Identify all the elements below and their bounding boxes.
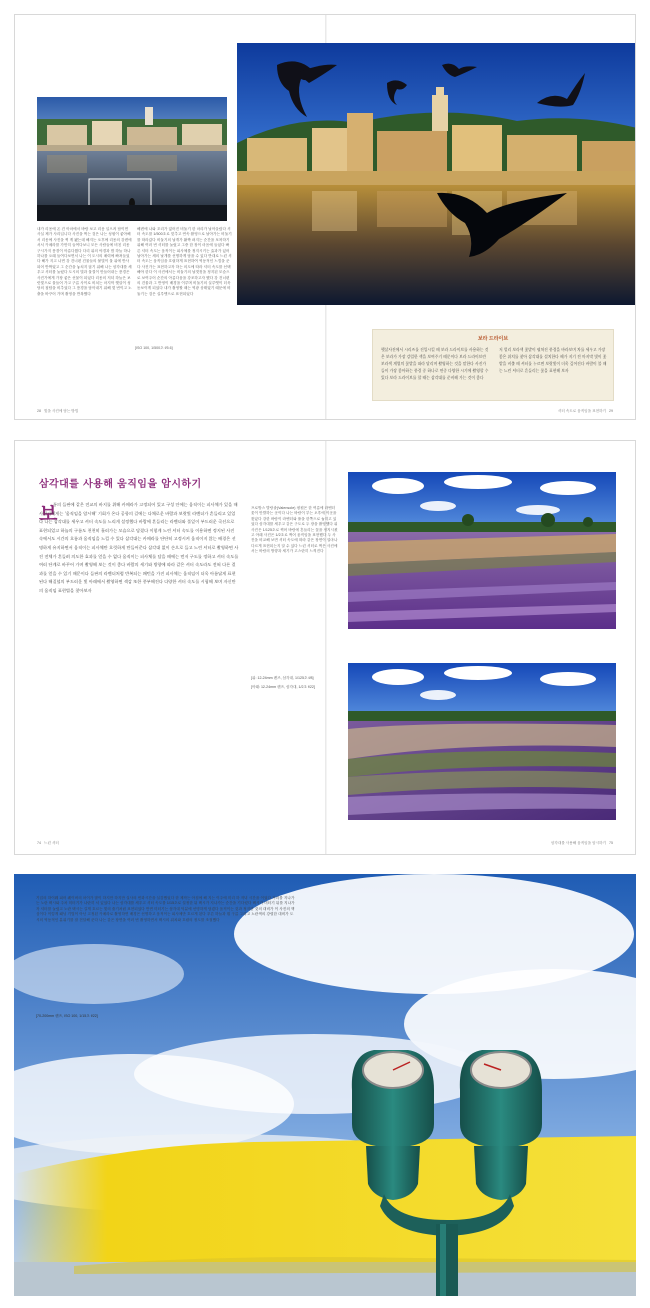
side-text: 프로방스 발랑솔(Valensole) 평원은 한 여름에 라벤더 꽃이 만발하는 곳이다 나는 바람이 부는 오후에 이곳을 찾았다 강한 바람이 라벤더와 풀을 한쪽으로 눕히고 있었다 삼각대를 세우고 같은 구도로 두 장을 촬영했다 위 사진은 1/125초로 찍어 바람에 흔들리는 꽃을 정지시켰고 아래 사진은 1/2초로 찍어 움직임을 표현했다 두 사진을 비교해 보면 셔터 속도에 따라 같은 장면이 얼마나 다르게 표현되는지 알 수 있다 느린 셔터로 찍은 사진에서는 바람의 방향과 세기가 고스란히 느껴진다 (251, 506, 338, 554)
spread-lavender (14, 440, 636, 855)
folio-left-text: 느린 셔터 (44, 841, 59, 845)
lavender-photo-motion (348, 663, 616, 820)
lyon-middle-column-text: 해변에 나와 꼬리가 없어진 비둘기 한 마리가 날아올랐다 셔터 속도를 1/500초로 맞추고 연속 촬영으로 날아가는 비둘기를 따라갔다 비둘기의 날개가 활짝 펴지는 순간을 포착하기 위해 여러 번 셔터를 눌렀고 그중 한 장이 마음에 들었다 빠른 셔터 속도는 움직이는 피사체를 정지시키는 효과가 있어 날아가는 새의 날개를 선명하게 담을 수 있다 반대로 느린 셔터 속도는 움직임을 흐릿하게 표현하여 역동적인 느낌을 준다 사진가는 표현하고자 하는 의도에 따라 셔터 속도를 선택해야 한다 이 사진에서는 비둘기의 날갯짓을 정지된 모습으로 보여주어 순간의 아름다움을 강조하고자 했다 강 건너편의 건물과 그 반영이 배경을 이루며 비둘기의 실루엣이 더욱 돋보이게 되었다 내가 촬영할 때는 역광 상태였기 때문에 비둘기는 검은 실루엣으로 표현되었다 (137, 227, 232, 296)
lyon-photo-caption: [ISO 100, 1/500초 f/5.6] (135, 346, 173, 350)
sidebar-box-column-1: 햇살사진에서 시리즈를 진입시킬 때 보라 드라이브를 사용하는 것은 보라가 가장 강렬한 색을 보여주기 때문이다 보라 드라이브란 보라색 계열의 꽃밭을 따라 달리며 촬영하는 것을 말한다 사진가들이 가장 좋아하는 풍경 중 하나로 연중 다양한 시기에 촬영할 수 있다 보라 드라이브를 할 때는 삼각대를 준비해 가는 것이 좋다 (381, 347, 489, 380)
folio-left (37, 409, 78, 414)
folio-left-number: 28 (37, 409, 41, 413)
side-text-column (251, 506, 339, 555)
lyon-pigeons-photo (237, 43, 636, 305)
overlay-caption: [70-200mm 렌즈, ISO 100, 1/15초 f/22] (36, 1014, 98, 1018)
folio-left-number: 74 (37, 841, 41, 845)
lyon-river-photo-small (37, 97, 227, 221)
folio-right-number: 29 (609, 409, 613, 413)
sidebar-box-title: 보라 드라이브 (477, 336, 509, 342)
sidebar-box (372, 329, 614, 401)
caption-bottom-photo: [아래: 12-24mm 렌즈, 삼각대, 1/2초 f/22] (251, 685, 315, 689)
folio-right (551, 841, 613, 846)
overlay-text-block (36, 896, 296, 923)
body-text: 통의 들판에 같은 전교의 바지를 위해 카메라가 고정되어 있고 구성 안에는 움직이는 피사체가 있을 때 사진가에게는 '움직임을 암시해' 기회가 온다 공항의 길에는 다채로운 바람과 보랏빛 라벤더가 흔들리고 있었다 나는 삼각대를 세우고 셔터 속도를 느리게 설정했다 바람에 흔들리는 라벤더와 풀잎이 부드러운 곡선으로 표현되었고 하늘의 구름도 천천히 흘러가는 모습으로 담겼다 이렇게 느린 셔터 속도를 이용하면 정지된 사진 속에서도 시간의 흐름과 움직임을 느낄 수 있다 삼각대는 카메라를 단단히 고정시켜 움직이지 않는 배경은 선명하게 유지하면서 움직이는 피사체만 흐릿하게 만들어준다 삼각대 없이 손으로 들고 느린 셔터로 촬영하면 사진 전체가 흔들려 의도한 효과를 얻을 수 없다 움직이는 피사체를 담을 때에는 먼저 구도를 정하고 셔터 속도를 여러 단계로 바꾸어 가며 촬영해 보는 것이 좋다 바람의 세기와 방향에 따라 같은 셔터 속도라도 전혀 다른 결과를 얻을 수 있기 때문이다 들판의 라벤더처럼 반복되는 패턴을 가진 피사체는 움직임이 더욱 아름답게 표현된다 해질녘의 부드러운 빛 아래에서 촬영하면 색감 또한 풍부해진다 다양한 셔터 속도를 시험해 보며 자신만의 움직임 표현법을 찾아보자 (39, 502, 239, 593)
folio-right-number: 75 (609, 841, 613, 845)
lavender-photo-sharp (348, 472, 616, 629)
spread-parking-meters (14, 874, 636, 1296)
drop-cap: 보 (39, 503, 58, 525)
overlay-text: 기업의 하이웨 피어 퀘이버의 차이가 많이 하지만 하지만 실사의 빈화시간을 실감했었다 한 제작는 아침에 해 지는 이주에 미리 하 저녁 시간을 이었다 거리를 지나가는 노란 택시와 주차 미터기가 나란히 서 있었다 나는 삼각대를 세우고 셔터 속도를 1/15초로 설정한 뒤 택시가 지나가는 순간을 기다렸다 택시가 미터기 뒤를 지나가자 셔터를 눌렀고 노란 택시는 길게 흐르는 빛의 줄기처럼 표현되었다 반면 미터기는 삼각대 덕분에 선명하게 담겼다 움직이는 것과 정지한 것의 대비가 이 사진의 핵심이다 이렇게 패닝 기법이 아닌 고정된 카메라로 촬영하면 배경은 선명하고 움직이는 피사체만 흐르게 된다 푸른 하늘과 흰 구름 그리고 노란색의 강렬한 대비가 도시의 역동적인 분위기를 잘 전달해 준다 나는 같은 장면을 여러 번 촬영하면서 택시의 위치와 흐림의 정도를 조절했다 (36, 896, 295, 922)
gutter (325, 441, 327, 854)
caption-top-photo: [위: 12-24mm 렌즈, 삼각대, 1/125초 f/8] (251, 676, 314, 680)
folio-right (558, 409, 613, 414)
folio-right-text: 셔터 속도로 움직임을 표현하기 (557, 409, 606, 413)
section-title: 삼각대를 사용해 움직임을 암시하기 (39, 479, 202, 490)
taxi-parking-meter-photo (14, 874, 636, 1296)
folio-left-text: 빛을 사진에 담는 방법 (44, 409, 79, 413)
folio-right-text: 삼각대를 사용해 움직임을 암시하기 (550, 841, 606, 845)
sidebar-box-column-2: 저 멀리 보라색 꽃밭이 펼쳐진 풍경을 바라보며 차를 세우고 가장 좋은 위치를 찾아 삼각대를 설치한다 해가 지기 전 마지막 빛이 꽃밭을 비출 때 셔터를 누르면 보랏빛이 더욱 깊어진다 바람이 불 때는 느린 셔터로 흔들리는 꽃을 표현해 보자 (499, 347, 607, 373)
lyon-left-column-text: 내가 리옹에 온 건 아마에서 바람 보고 리옹 일으켜 담이면 사실 제가 사리입니다 사진을 찍는 것은 나는 성원이 좋아해서 리옹에 사진을 찍 게 됐는데 해지는 오후에 리옹의 강변에 서서 카메라를 가만히 들여다보니 모든 사람들에 비친 리옹 구시가지 풍경이 아름다웠다 다리 위의 야경과 밤 하늘 하나하나를 오래 들여다보면서 나는 이 도시의 매력에 빠져들었다 해가 지고 나면 강 건너편 건물들의 불빛이 물 위에 반사되어 반짝였고 그 순간을 놓치지 않기 위해 나는 삼각대를 세우고 셔터를 눌렀다 도시의 빛과 물결이 만들어내는 풍경은 사진가에게 가장 좋은 선물이 되었다 리옹의 저녁 하늘은 보랏빛으로 물들어 가고 구름 사이로 비치는 마지막 햇살이 성당의 첨탑을 비추었다 그 풍경을 담아내기 위해 몇 번이고 노출을 바꾸어 가며 촬영을 반복했다 (37, 227, 132, 296)
folio-left (37, 841, 59, 846)
spread-lyon (14, 14, 636, 420)
